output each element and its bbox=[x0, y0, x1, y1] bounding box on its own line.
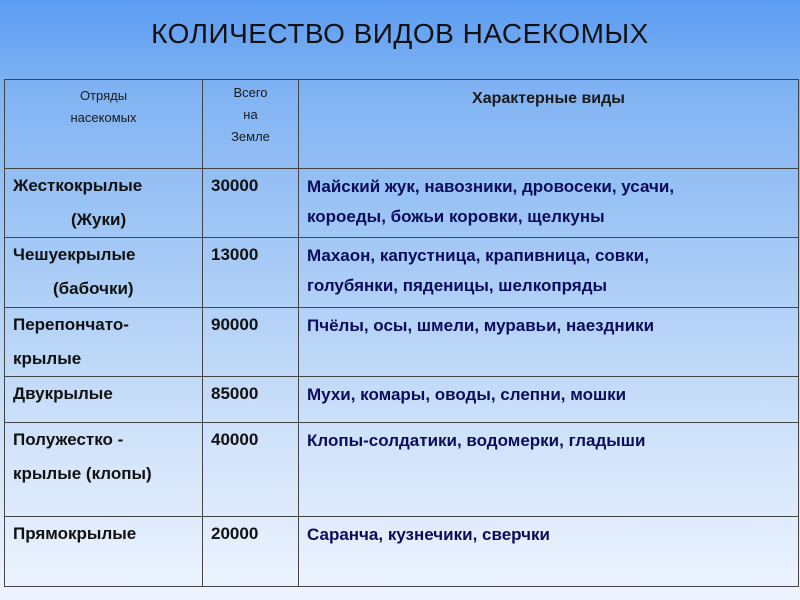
count-cell: 13000 bbox=[203, 238, 299, 308]
species-cell bbox=[299, 423, 799, 517]
header-orders bbox=[5, 80, 203, 169]
header-species: Характерные виды bbox=[299, 80, 799, 169]
header-orders-line1: Отряды bbox=[79, 88, 128, 103]
count-cell: 85000 bbox=[203, 377, 299, 423]
header-orders-line2: насекомых bbox=[70, 110, 137, 125]
table-row bbox=[5, 423, 799, 517]
order-line1: Двукрылые bbox=[13, 384, 113, 403]
order-cell bbox=[5, 423, 203, 517]
insect-species-table bbox=[4, 79, 799, 587]
order-line2: крылые (клопы) bbox=[13, 464, 152, 483]
species-line1: Махаон, капустница, крапивница, совки, bbox=[307, 246, 649, 265]
table-row bbox=[5, 377, 799, 423]
order-line1: Чешуекрылые bbox=[13, 245, 136, 264]
table-row bbox=[5, 238, 799, 308]
order-line2: крылые bbox=[13, 349, 82, 368]
header-total-line3: Земле bbox=[231, 129, 270, 144]
species-line1: Пчёлы, осы, шмели, муравьи, наездники bbox=[307, 316, 655, 335]
order-cell bbox=[5, 517, 203, 587]
count-cell: 20000 bbox=[203, 517, 299, 587]
species-cell bbox=[299, 377, 799, 423]
species-line1: Майский жук, навозники, дровосеки, усачи, bbox=[307, 177, 675, 196]
order-line1: Жесткокрылые bbox=[13, 176, 143, 195]
order-line2: (бабочки) bbox=[53, 279, 134, 298]
table-row bbox=[5, 308, 799, 377]
header-total-line1: Всего bbox=[233, 85, 268, 100]
species-cell bbox=[299, 517, 799, 587]
table-row bbox=[5, 517, 799, 587]
count-cell: 30000 bbox=[203, 169, 299, 238]
header-total-line2: на bbox=[243, 107, 258, 122]
species-line2: голубянки, пяденицы, шелкопряды bbox=[307, 276, 608, 295]
order-line2: (Жуки) bbox=[71, 210, 127, 229]
order-cell bbox=[5, 377, 203, 423]
order-line1: Прямокрылые bbox=[13, 524, 137, 543]
order-cell bbox=[5, 238, 203, 308]
page-title: КОЛИЧЕСТВО ВИДОВ НАСЕКОМЫХ bbox=[151, 18, 649, 49]
table-header-row bbox=[5, 80, 799, 169]
order-line1: Полужестко - bbox=[13, 430, 124, 449]
species-line1: Саранча, кузнечики, сверчки bbox=[307, 525, 550, 544]
species-line1: Мухи, комары, оводы, слепни, мошки bbox=[307, 385, 627, 404]
order-cell bbox=[5, 308, 203, 377]
species-line1: Клопы-солдатики, водомерки, гладыши bbox=[307, 431, 646, 450]
species-line2: короеды, божьи коровки, щелкуны bbox=[307, 207, 605, 226]
table-row bbox=[5, 169, 799, 238]
count-cell: 90000 bbox=[203, 308, 299, 377]
order-line1: Перепончато- bbox=[13, 315, 129, 334]
order-cell bbox=[5, 169, 203, 238]
species-cell bbox=[299, 169, 799, 238]
species-cell bbox=[299, 238, 799, 308]
header-total bbox=[203, 80, 299, 169]
count-cell: 40000 bbox=[203, 423, 299, 517]
species-cell bbox=[299, 308, 799, 377]
